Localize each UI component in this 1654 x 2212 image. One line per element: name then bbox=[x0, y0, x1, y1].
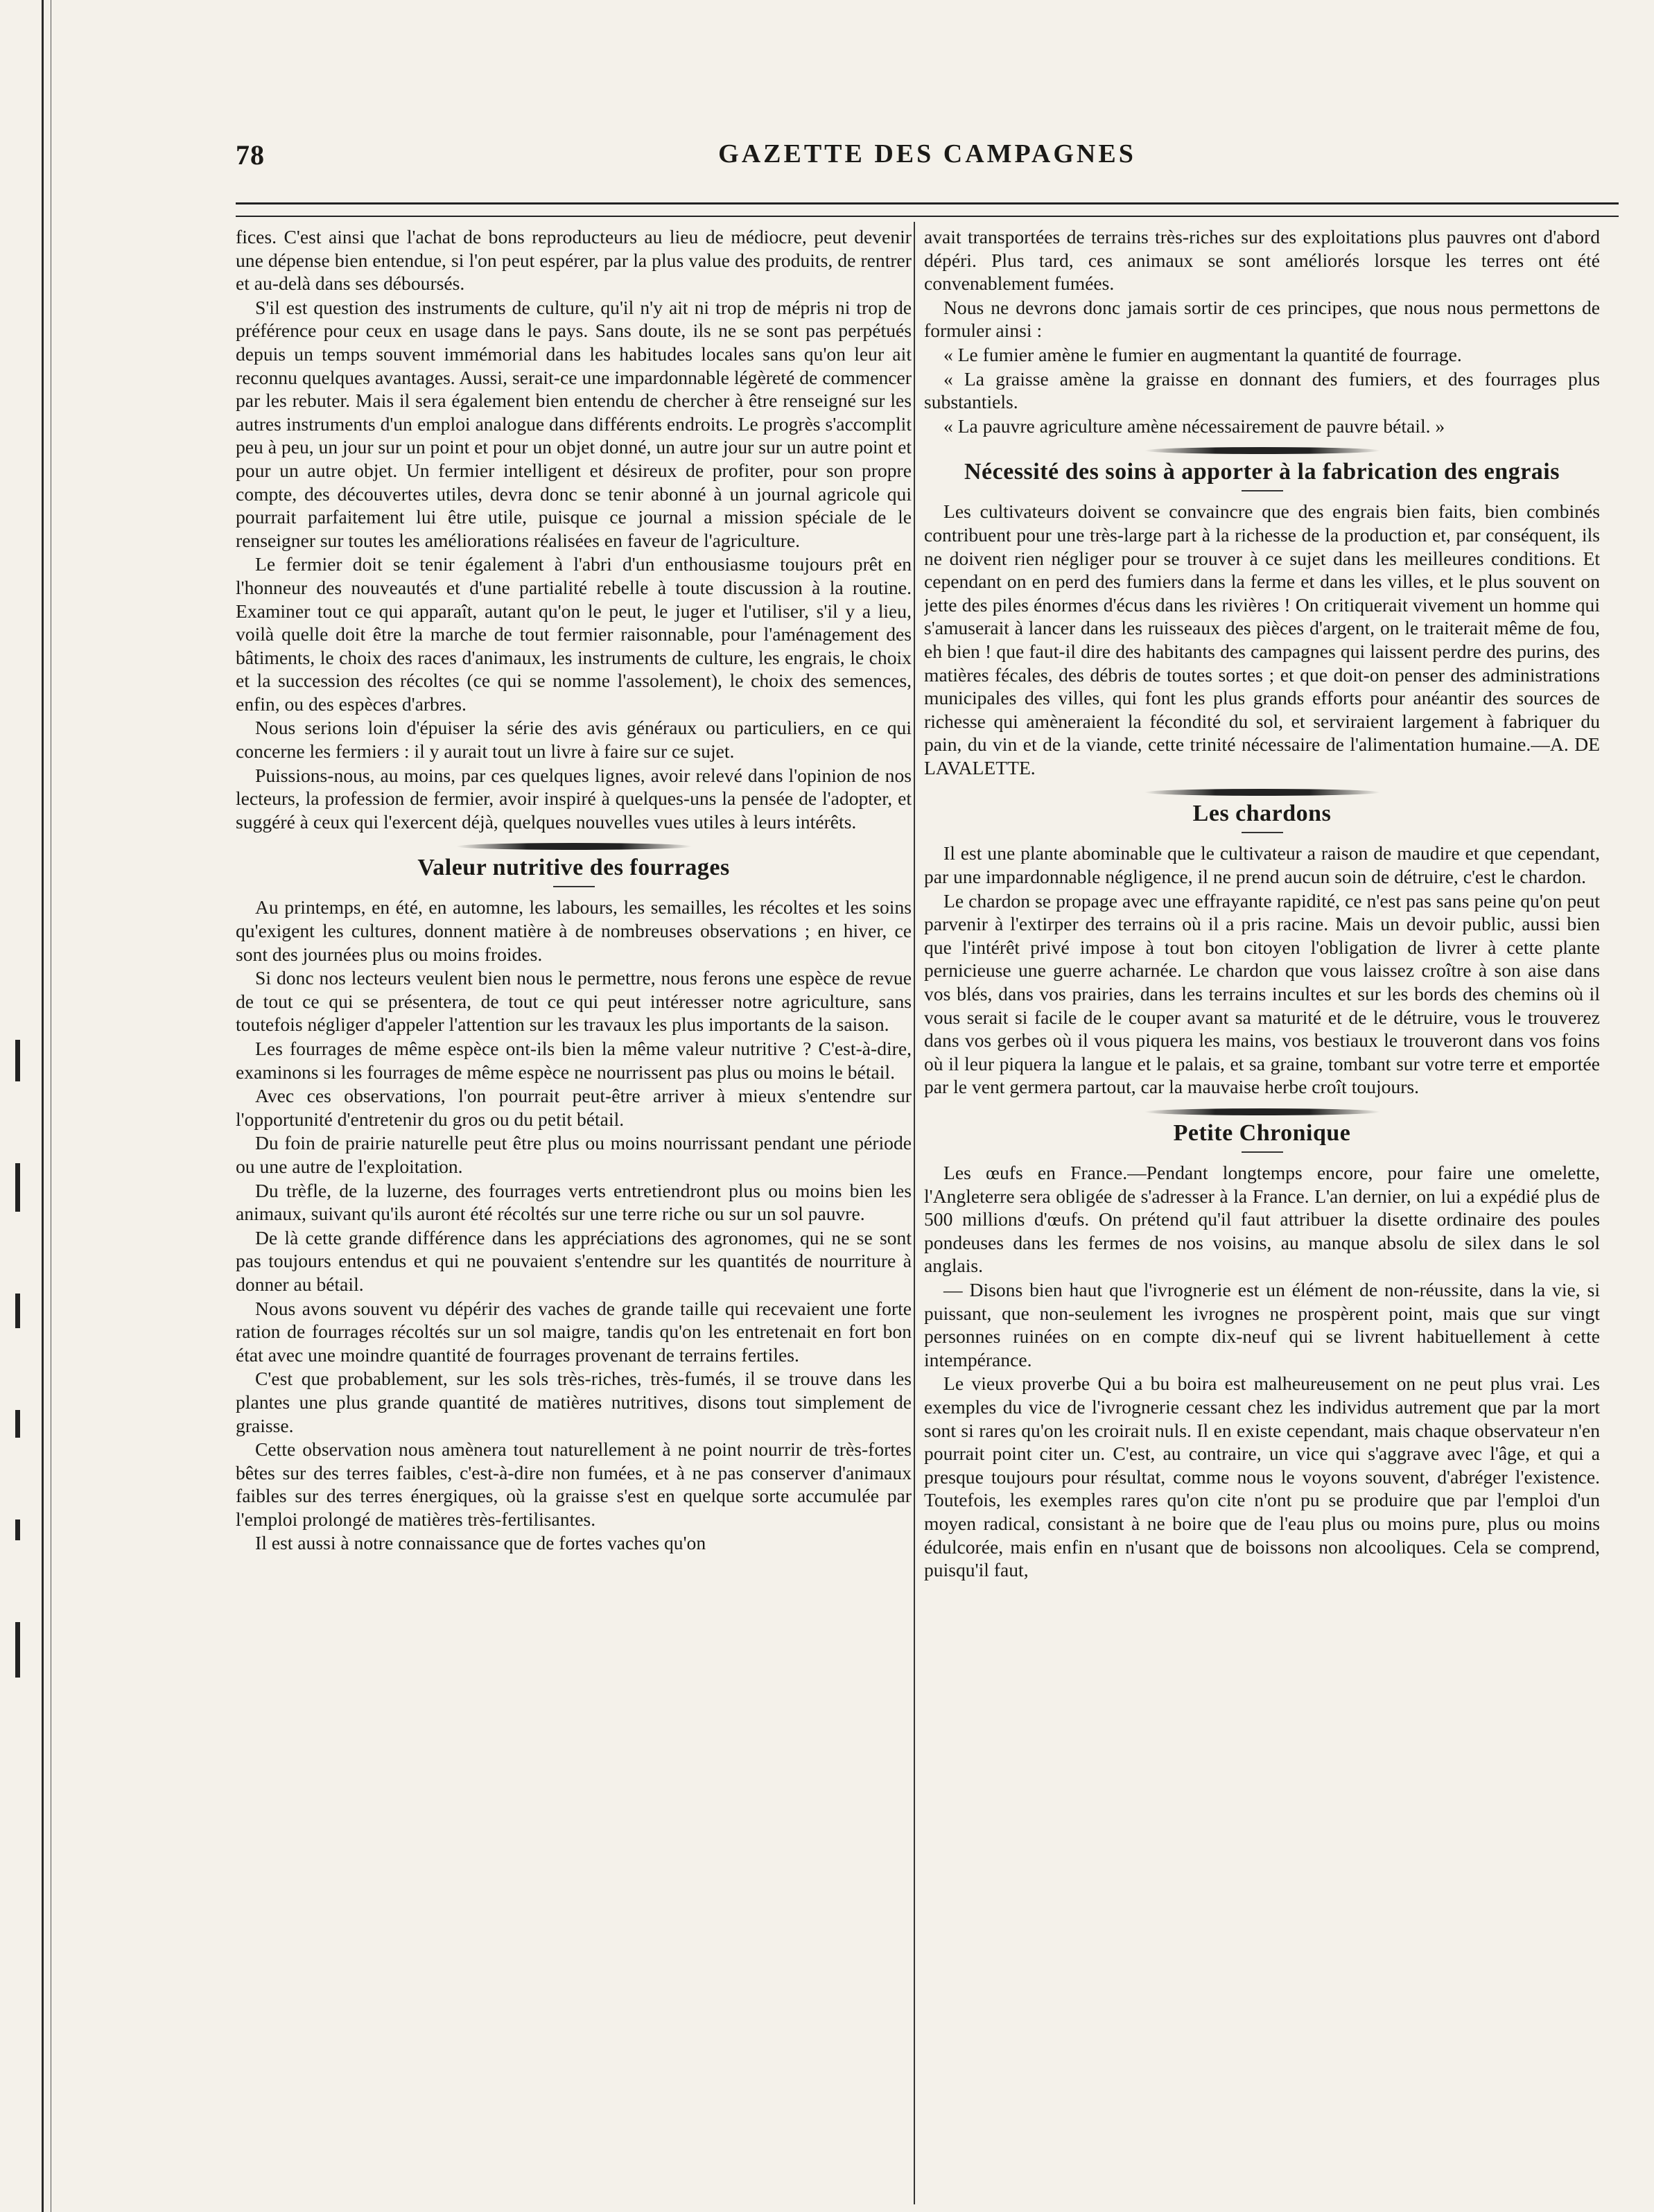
paragraph: Il est aussi à notre connaissance que de fortes vaches qu'on bbox=[255, 1532, 706, 1554]
paragraph: Il est une plante abominable que le cultivateur a raison de maudire et que cependant, par une impardonnable négligence, il ne prend aucun soin de détruire, c'est le chardon. bbox=[924, 842, 1600, 888]
paragraph: fices. C'est ainsi que l'achat de bons reproducteurs au lieu de médiocre, peut devenir une dépense bien entendue, si l'on peut espérer, par la plus value des produits, de rentrer et au-delà dans ses déboursés. bbox=[236, 226, 912, 295]
paragraph: Cette observation nous amènera tout naturellement à ne point nourrir de très-fortes bêtes sur des terres faibles, c'est-à-dire non fumées, et à ne pas conserver d'animaux faibles sur des terres énergiques, où la graisse s'est en quelque sorte accumulée par l'emploi prolongé de matières très-fertilisantes. bbox=[236, 1438, 912, 1530]
paragraph: S'il est question des instruments de culture, qu'il n'y ait ni trop de mépris ni trop de préférence pour ceux en usage dans le pays. Sans doute, ils ne se sont pas perpétués depuis un temps souvent immémorial dans les habitudes locales sans qu'on leur ait reconnu quelques avantages. Aussi, serait-ce une impardonnable légèreté de commencer par les rebuter. Mais il sera également bien entendu de chercher à être renseigné sur les autres instruments d'un emploi analogue dans différents endroits. Le progrès s'accomplit peu à peu, un jour sur un point et pour un objet donné, un autre jour sur un autre point et pour un autre objet. Un fermier intelligent et désireux de profiter, pour son propre compte, des découvertes utiles, devra donc se tenir abonné à un journal agricole qui pourrait parfaitement lui être utile, puisque ce journal a mission spéciale de le renseigner sur toutes les améliorations réalisées en faveur de l'agriculture. bbox=[236, 296, 912, 551]
section-title-fourrages: Valeur nutritive des fourrages bbox=[417, 855, 730, 881]
paragraph: Le vieux proverbe Qui a bu boira est malheureusement on ne peut plus vrai. Les exemples du vice de l'ivrognerie cessant chez les individus autrement que par la mort sont si rares qu'on les croirait nuls. Il en existe cependant, mais chaque observateur n'en pourrait point citer un. C'est, au contraire, un vice qui s'aggrave avec l'âge, et qui a presque toujours pour résultat, comme nous le voyons souvent, d'abréger l'existence. Toutefois, les exemples rares qu'on cite n'ont pu se produire que par l'emploi d'un moyen radical, consistant à ne boire que de l'eau plus ou moins pure, plus ou moins édulcorée, mais enfin en n'usant que de boissons non alcooliques. Cela se comprend, puisqu'il faut, bbox=[924, 1373, 1600, 1581]
margin-marks bbox=[12, 1040, 24, 1759]
header-rule bbox=[236, 202, 1619, 217]
section-ornament bbox=[1144, 447, 1380, 454]
title-underline bbox=[553, 886, 595, 887]
column-divider bbox=[914, 222, 915, 2204]
paragraph: Nous ne devrons donc jamais sortir de ces principes, que nous nous permettons de formuler ainsi : bbox=[924, 296, 1600, 342]
paragraph: Avec ces observations, l'on pourrait peut-être arriver à mieux s'entendre sur l'opportunité d'entretenir du gros ou du petit bétail. bbox=[236, 1085, 912, 1130]
paragraph: De là cette grande différence dans les appréciations des agronomes, qui ne se sont pas toujours entendus et qui ne pouvaient s'entendre sur les quantités de nourriture à donner au bétail. bbox=[236, 1226, 912, 1295]
paragraph: Les cultivateurs doivent se convaincre que des engrais bien faits, bien combinés contribuent pour une très-large part à la richesse de la production et, par conséquent, ils ne doivent rien négliger pour se trouver à ce sujet dans les meilleures conditions. Et cependant on en perd des fumiers dans la ferme et dans les villes, et le plus souvent on jette des piles énormes d'écus dans les rivières ! On critiquerait vivement un homme qui s'amuserait à lancer dans les ruisseaux des pièces d'argent, on le traiterait même de fou, eh bien ! que faut-il dire des habitants des campagnes qui laissent perdre des purins, des matières fécales, des débris de toutes sortes ; et que doit-on penser des administrations municipales des villes, qui font les plus grands efforts pour anéantir des sources de richesse qui amèneraient la fécondité du sol, et serviraient largement à fabriquer du pain, du vin et de la viande, cette trinité nécessaire de l'alimentation humaine.—A. DE LAVALETTE. bbox=[924, 500, 1600, 778]
title-underline bbox=[1242, 490, 1283, 491]
paragraph: Les œufs en France.—Pendant longtemps encore, pour faire une omelette, l'Angleterre sera obligée de s'adresser à la France. L'an dernier, on lui a expédié plus de 500 millions d'œufs. On prétend qu'il faut attribuer la disette ordinaire des poules pondeuses dans les fermes de nos voisins, au manque absolu de silex dans le sol anglais. bbox=[924, 1162, 1600, 1277]
quote-line: « Le fumier amène le fumier en augmentant la quantité de fourrage. bbox=[943, 343, 1462, 365]
paragraph: Du foin de prairie naturelle peut être plus ou moins nourrissant pendant une période ou une autre de l'exploitation. bbox=[236, 1132, 912, 1177]
section-title-engrais: Nécessité des soins à apporter à la fabrication des engrais bbox=[964, 459, 1560, 485]
section-ornament bbox=[1144, 1108, 1380, 1115]
paragraph: Du trèfle, de la luzerne, des fourrages verts entretiendront plus ou moins bien les animaux, suivant qu'ils auront été récoltés sur une terre riche ou sur un sol pauvre. bbox=[236, 1179, 912, 1225]
paragraph: Puissions-nous, au moins, par ces quelques lignes, avoir relevé dans l'opinion de nos lecteurs, la profession de fermier, avoir inspiré à quelques-uns la pensée de l'adopter, et suggéré à ceux qui l'exercent déjà, quelques nouvelles vues utiles à leurs intérêts. bbox=[236, 764, 912, 833]
paragraph: Nous avons souvent vu dépérir des vaches de grande taille qui recevaient une forte ration de fourrages récoltés sur un sol maigre, tandis qu'on les entretenait en fort bon état avec une moindre quantité de fourrages provenant de terrains fertiles. bbox=[236, 1297, 912, 1366]
paragraph: Nous serions loin d'épuiser la série des avis généraux ou particuliers, en ce qui concerne les fermiers : il y aurait tout un livre à faire sur ce sujet. bbox=[236, 717, 912, 763]
section-ornament bbox=[1144, 789, 1380, 796]
page-binding-edge bbox=[42, 0, 51, 2212]
paragraph: Si donc nos lecteurs veulent bien nous le permettre, nous ferons une espèce de revue de tout ce qui se présentera, de tout ce qui peut intéresser notre agriculture, sans toutefois négliger d'appeler l'attention sur les travaux les plus importants de la saison. bbox=[236, 967, 912, 1036]
paragraph: C'est que probablement, sur les sols très-riches, très-fumés, il se trouve dans les plantes une plus grande quantité de matières nutritives, disons tout simplement de graisse. bbox=[236, 1368, 912, 1436]
paragraph: avait transportées de terrains très-riches sur des exploitations plus pauvres ont d'abord dépéri. Plus tard, ces animaux se sont améliorés lorsque les terres ont été convenablement fumées. bbox=[924, 226, 1600, 295]
section-title-chronique: Petite Chronique bbox=[1173, 1120, 1351, 1146]
paragraph: — Disons bien haut que l'ivrognerie est un élément de non-réussite, dans la vie, si puissant, que non-seulement les ivrognes ne prospèrent point, mais que sur vingt personnes ruinées on en compte dix-neuf qui se livrent habituellement à cette intempérance. bbox=[924, 1278, 1600, 1370]
paragraph: Les fourrages de même espèce ont-ils bien la même valeur nutritive ? C'est-à-dire, examinons si les fourrages de même espèce ne nourrissent pas plus ou moins le bétail. bbox=[236, 1038, 912, 1083]
left-column bbox=[236, 225, 912, 2208]
quote-line: « La graisse amène la graisse en donnant des fumiers, et des fourrages plus substantiels. bbox=[924, 367, 1600, 413]
page-header bbox=[236, 139, 1619, 180]
running-head: GAZETTE DES CAMPAGNES bbox=[718, 139, 1136, 168]
quote-line: « La pauvre agriculture amène nécessairement de pauvre bétail. » bbox=[943, 415, 1445, 437]
paragraph: Au printemps, en été, en automne, les labours, les semailles, les récoltes et les soins qu'exigent les cultures, donnent matière à de nombreuses observations ; en hiver, ce sont des journées plus ou moins froides. bbox=[236, 896, 912, 965]
paragraph: Le fermier doit se tenir également à l'abri d'un enthousiasme toujours prêt en l'honneur des nouveautés et d'une partialité rebelle à toute discussion à la routine. Examiner tout ce qui apparaît, autant qu'on le peut, le juger et l'utiliser, s'il y a lieu, voilà quelle doit être la marche de tout fermier raisonnable, pour l'aménagement des bâtiments, le choix des races d'animaux, les instruments de culture, les engrais, le choix et la succession des récoltes (ce qui se nomme l'assolement), le choix des semences, enfin, ou des espèces d'arbres. bbox=[236, 553, 912, 715]
title-underline bbox=[1242, 832, 1283, 833]
paragraph: Le chardon se propage avec une effrayante rapidité, ce n'est pas sans peine qu'on peut parvenir à l'extirper des terrains où il a pris racine. Mais un devoir public, aussi bien que l'intérêt privé impose à tout bon citoyen l'obligation de livrer à cette plante pernicieuse une guerre acharnée. Le chardon que vous laissez croître à son aise dans vos blés, dans vos prairies, dans les terrains incultes et sur les bords des chemins où il vous serait si facile de le couper avant sa maturité et de le détruire, vous le trouverez dans vos gerbes où il vous piquera les mains, vos bestiaux le trouveront dans vos foins où il leur piquera la langue et le palais, et sa graine, tombant sur votre terre et emportée par le vent germera partout, car la mauvaise herbe croît toujours. bbox=[924, 889, 1600, 1098]
title-underline bbox=[1242, 1151, 1283, 1153]
section-title-chardons: Les chardons bbox=[1192, 801, 1332, 827]
right-column bbox=[924, 225, 1600, 2208]
section-ornament bbox=[456, 843, 692, 850]
page-number: 78 bbox=[236, 139, 265, 171]
